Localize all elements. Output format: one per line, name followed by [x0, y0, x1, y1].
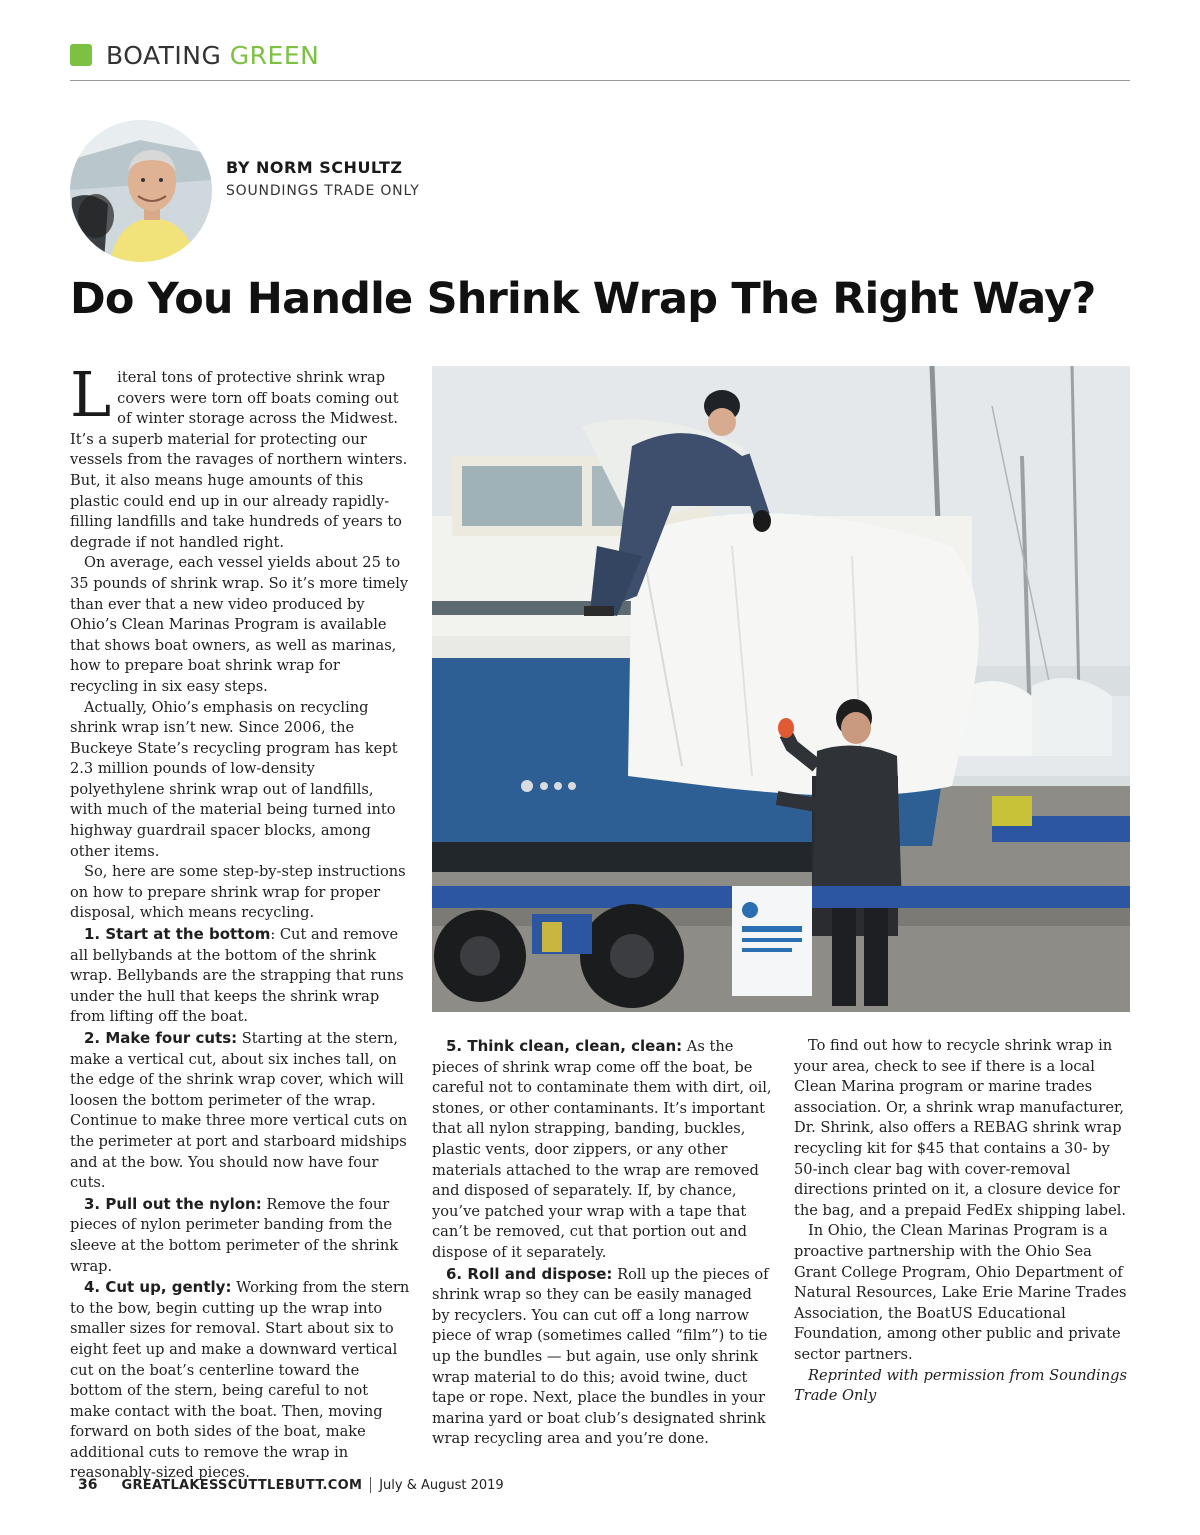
page-number: 36: [78, 1477, 98, 1493]
paragraph-text: iteral tons of protective shrink wrap covers were torn off boats coming out of winter storage across the Midwest. It’s a superb material for protecting our vessels from the ravages of northern winters. But, it also means huge amounts of this plastic could end up in our already rapidly-filling landfills and take hundreds of years to degrade if not handled right.: [70, 369, 408, 551]
step-label: 5. Think clean, clean, clean:: [446, 1037, 683, 1055]
step-text: As the pieces of shrink wrap come off the boat, be careful not to contaminate them with dirt, oil, stones, or other contaminants. It’s important that all nylon strapping, banding, buckles, plastic vents, door zippers, or any other materials attached to the wrap are removed and disposed of separately. If, by chance, you’ve patched your wrap with a tape that can’t be removed, cut that portion out and dispose of it separately.: [432, 1038, 772, 1261]
step-text: Remove the four pieces of nylon perimeter banding from the sleeve at the bottom perimeter of the shrink wrap.: [70, 1195, 399, 1275]
section-word-boating: BOATING: [106, 40, 222, 70]
header-rule: [70, 80, 1130, 81]
article-paragraph: On average, each vessel yields about 25 to 35 pounds of shrink wrap. So it’s more timely than ever that a new video produced by Ohio’s Clean Marinas Program is available that shows boat owners, as well as marinas, how to prepare boat shrink wrap for recycling in six easy steps.: [70, 554, 409, 695]
page-footer: [78, 1477, 504, 1493]
boat-photo: [432, 366, 1130, 1012]
step-label: 4. Cut up, gently:: [84, 1278, 232, 1297]
boat-shrink-wrap-illustration: [432, 366, 1130, 1012]
author-avatar: [70, 120, 212, 262]
step-paragraph: [70, 1028, 410, 1194]
section-header: [70, 38, 319, 72]
footer-divider: [370, 1477, 371, 1493]
step-text: Working from the stern to the bow, begin cutting up the wrap into smaller sizes for removal. Start about six to eight feet up and make a downward vertical cut on the boat’s centerline toward the bottom of the stern, being careful to not make contact with the boat. Then, moving forward on both sides of the boat, make additional cuts to remove the wrap in reasonably-sized pieces.: [70, 1279, 410, 1482]
step-text: Starting at the stern, make a vertical cut, about six inches tall, on the edge of the shrink wrap cover, which will loosen the bottom perimeter of the wrap. Continue to make three more vertical cuts on the perimeter at port and starboard midships and at the bow. You should now have four cuts.: [70, 1030, 408, 1192]
footer-site: GREATLAKESSCUTTLEBUTT.COM: [121, 1477, 363, 1493]
author-name: BY NORM SCHULTZ: [226, 158, 403, 177]
step-paragraph: [70, 1194, 410, 1277]
step-label: 3. Pull out the nylon:: [84, 1194, 262, 1213]
step-label: 1. Start at the bottom: [84, 925, 271, 944]
article-paragraph: [70, 358, 410, 553]
step-text: : Cut and remove all bellybands at the bottom of the shrink wrap. Bellybands are the strapping that runs under the hull that keeps the shrink wrap from lifting off the boat.: [70, 926, 404, 1026]
article-paragraph: Actually, Ohio’s emphasis on recycling shrink wrap isn’t new. Since 2006, the Buckeye State’s recycling program has kept 2.3 million pounds of low-density polyethylene shrink wrap out of landfills, with much of the material being turned into highway guardrail spacer blocks, among other items.: [70, 698, 398, 860]
headline: Do You Handle Shrink Wrap The Right Way?: [70, 274, 1096, 324]
step-paragraph: [70, 924, 410, 1028]
author-photo-illustration: [70, 120, 212, 262]
step-label: 2. Make four cuts:: [84, 1029, 238, 1047]
step-paragraph: [432, 1264, 772, 1450]
section-word-green: GREEN: [229, 40, 320, 70]
article-paragraph: In Ohio, the Clean Marinas Program is a proactive partnership with the Ohio Sea Grant College Program, Ohio Department of Natural Resources, Lake Erie Marine Trades Association, the BoatUS Educational Foundation, among other public and private sector partners.: [794, 1222, 1127, 1363]
article-column-2: [432, 1036, 772, 1450]
footer-issue: July & August 2019: [379, 1477, 504, 1493]
step-text: Roll up the pieces of shrink wrap so they can be easily managed by recyclers. You can cut off a long narrow piece of wrap (sometimes called “film”) to tie up the bundles — but again, use only shrink wrap material to do this; avoid twine, duct tape or rope. Next, place the bundles in your marina yard or boat club’s designated shrink wrap recycling area and you’re done.: [432, 1265, 769, 1448]
article-paragraph: To find out how to recycle shrink wrap in your area, check to see if there is a local Clean Marina program or marine trades association. Or, a shrink wrap manufacturer, Dr. Shrink, also offers a REBAG shrink wrap recycling kit for $45 that contains a 30- by 50-inch clear bag with cover-removal directions printed on it, a closure device for the bag, and a prepaid FedEx shipping label.: [794, 1037, 1127, 1219]
step-paragraph: [432, 1036, 772, 1264]
step-paragraph: [70, 1277, 410, 1484]
byline: [226, 158, 420, 199]
section-title: [106, 41, 319, 70]
article-column-3: [794, 1036, 1132, 1407]
step-label: 6. Roll and dispose:: [446, 1264, 613, 1283]
author-org: SOUNDINGS TRADE ONLY: [226, 183, 420, 199]
article-paragraph: So, here are some step-by-step instructions on how to prepare shrink wrap for proper disposal, which means recycling.: [70, 863, 406, 922]
section-square-icon: [70, 44, 92, 66]
article-column-1: [70, 358, 410, 1484]
drop-cap: L: [70, 358, 112, 431]
reprint-credit: Reprinted with permission from Soundings Trade Only: [794, 1366, 1127, 1405]
